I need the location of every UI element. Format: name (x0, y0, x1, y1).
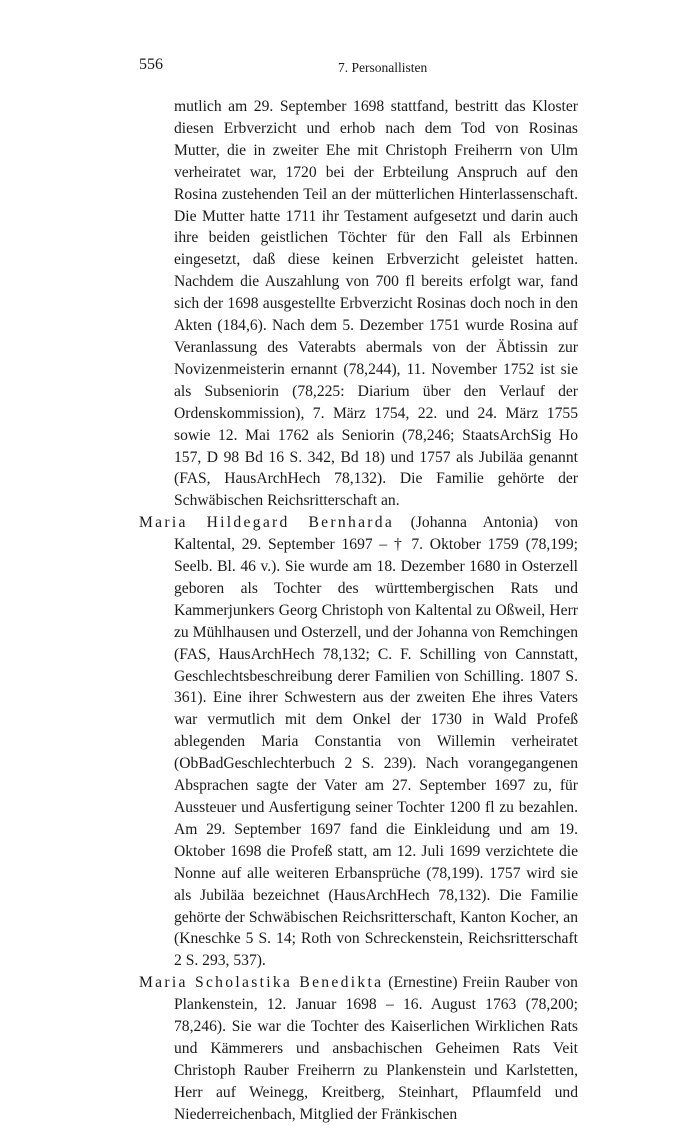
entry-name: Maria Hildegard Bernharda (139, 514, 395, 532)
entry-text: (Johanna Antonia) von Kaltental, 29. September 1697 – † 7. Oktober 1759 (78,199; Seelb. Bl. 46 v.). Sie wurde am 18. Dezember 1680 in Osterzell geboren als Tochter des württembergischen Rats und Kammerjunkers Georg Christoph von Kaltental zu Oßweil, Herr zu Mühlhausen und Osterzell, und der Johanna von Remchingen (FAS, HausArchHech 78,132; C. F. Schilling von Cannstatt, Geschlechtsbeschreibung derer Familien von Schilling. 1807 S. 361). Eine ihrer Schwestern aus der zweiten Ehe ihres Vaters war vermutlich mit dem Onkel der 1730 in Wald Profeß ablegenden Maria Constantia von Willemin verheiratet (ObBadGeschlechterbuch 2 S. 239). Nach vorangegangenen Absprachen sagte der Vater am 27. September 1697 zu, für Aussteuer und Ausfertigung seiner Tochter 1200 fl zu bezahlen. Am 29. September 1697 fand die Einkleidung und am 19. Oktober 1698 die Profeß statt, am 12. Juli 1699 verzichtete die Nonne auf alle weiteren Erbansprüche (78,199). 1757 wird sie als Jubiläa bezeichnet (HausArchHech 78,132). Die Familie gehörte der Schwäbischen Reichsritterschaft, Kanton Kocher, an (Kneschke 5 S. 14; Roth von Schreckenstein, Reichsritterschaft 2 S. 293, 537). (174, 514, 579, 970)
entry-hildegard-bernharda (139, 512, 578, 972)
entry-text: (Ernestine) Freiin Rauber von Plankenstein, 12. Januar 1698 – 16. August 1763 (78,200; 78,246). Sie war die Tochter des Kaiserlichen Wirklichen Rats und Kämmerers und ansbachischen Geheimen Rats Veit Christoph Rauber Freiherrn zu Plankenstein und Karlstetten, Herr auf Weinegg, Kreitberg, Steinhart, Pflaumfeld und Niederreichenbach, Mitglied der Fränkischen (174, 974, 578, 1123)
entry-name: Maria Scholastika Benedikta (139, 974, 384, 992)
paragraph-continuation: mutlich am 29. September 1698 stattfand, bestritt das Kloster diesen Erbverzicht und erhob nach dem Tod von Rosinas Mutter, die in zweiter Ehe mit Christoph Freiherrn von Ulm verheiratet war, 1720 bei der Erbteilung Anspruch auf den Rosina zustehenden Teil an der mütterlichen Hinterlassenschaft. Die Mutter hatte 1711 ihr Testament aufgesetzt und darin auch ihre beiden geistlichen Töchter für den Fall als Erbinnen eingesetzt, daß diese keinen Erbverzicht geleistet hatten. Nachdem die Auszahlung von 700 fl bereits erfolgt war, fand sich der 1698 ausgestellte Erbverzicht Rosinas doch noch in den Akten (184,6). Nach dem 5. Dezember 1751 wurde Rosina auf Veranlassung des Vaterabts abermals von der Äbtissin zur Novizenmeisterin ernannt (78,244), 11. November 1752 ist sie als Subseniorin (78,225: Diarium über den Verlauf der Ordenskommission), 7. März 1754, 22. und 24. März 1755 sowie 12. Mai 1762 als Seniorin (78,246; StaatsArchSig Ho 157, D 98 Bd 16 S. 342, Bd 18) und 1757 als Jubiläa genannt (FAS, HausArchHech 78,132). Die Familie gehörte der Schwäbischen Reichsritterschaft an. (174, 98, 578, 510)
page-body (139, 96, 578, 1126)
running-head: 7. Personallisten (338, 60, 428, 75)
entry-scholastika-benedikta (139, 972, 578, 1125)
page-number: 556 (139, 56, 163, 73)
